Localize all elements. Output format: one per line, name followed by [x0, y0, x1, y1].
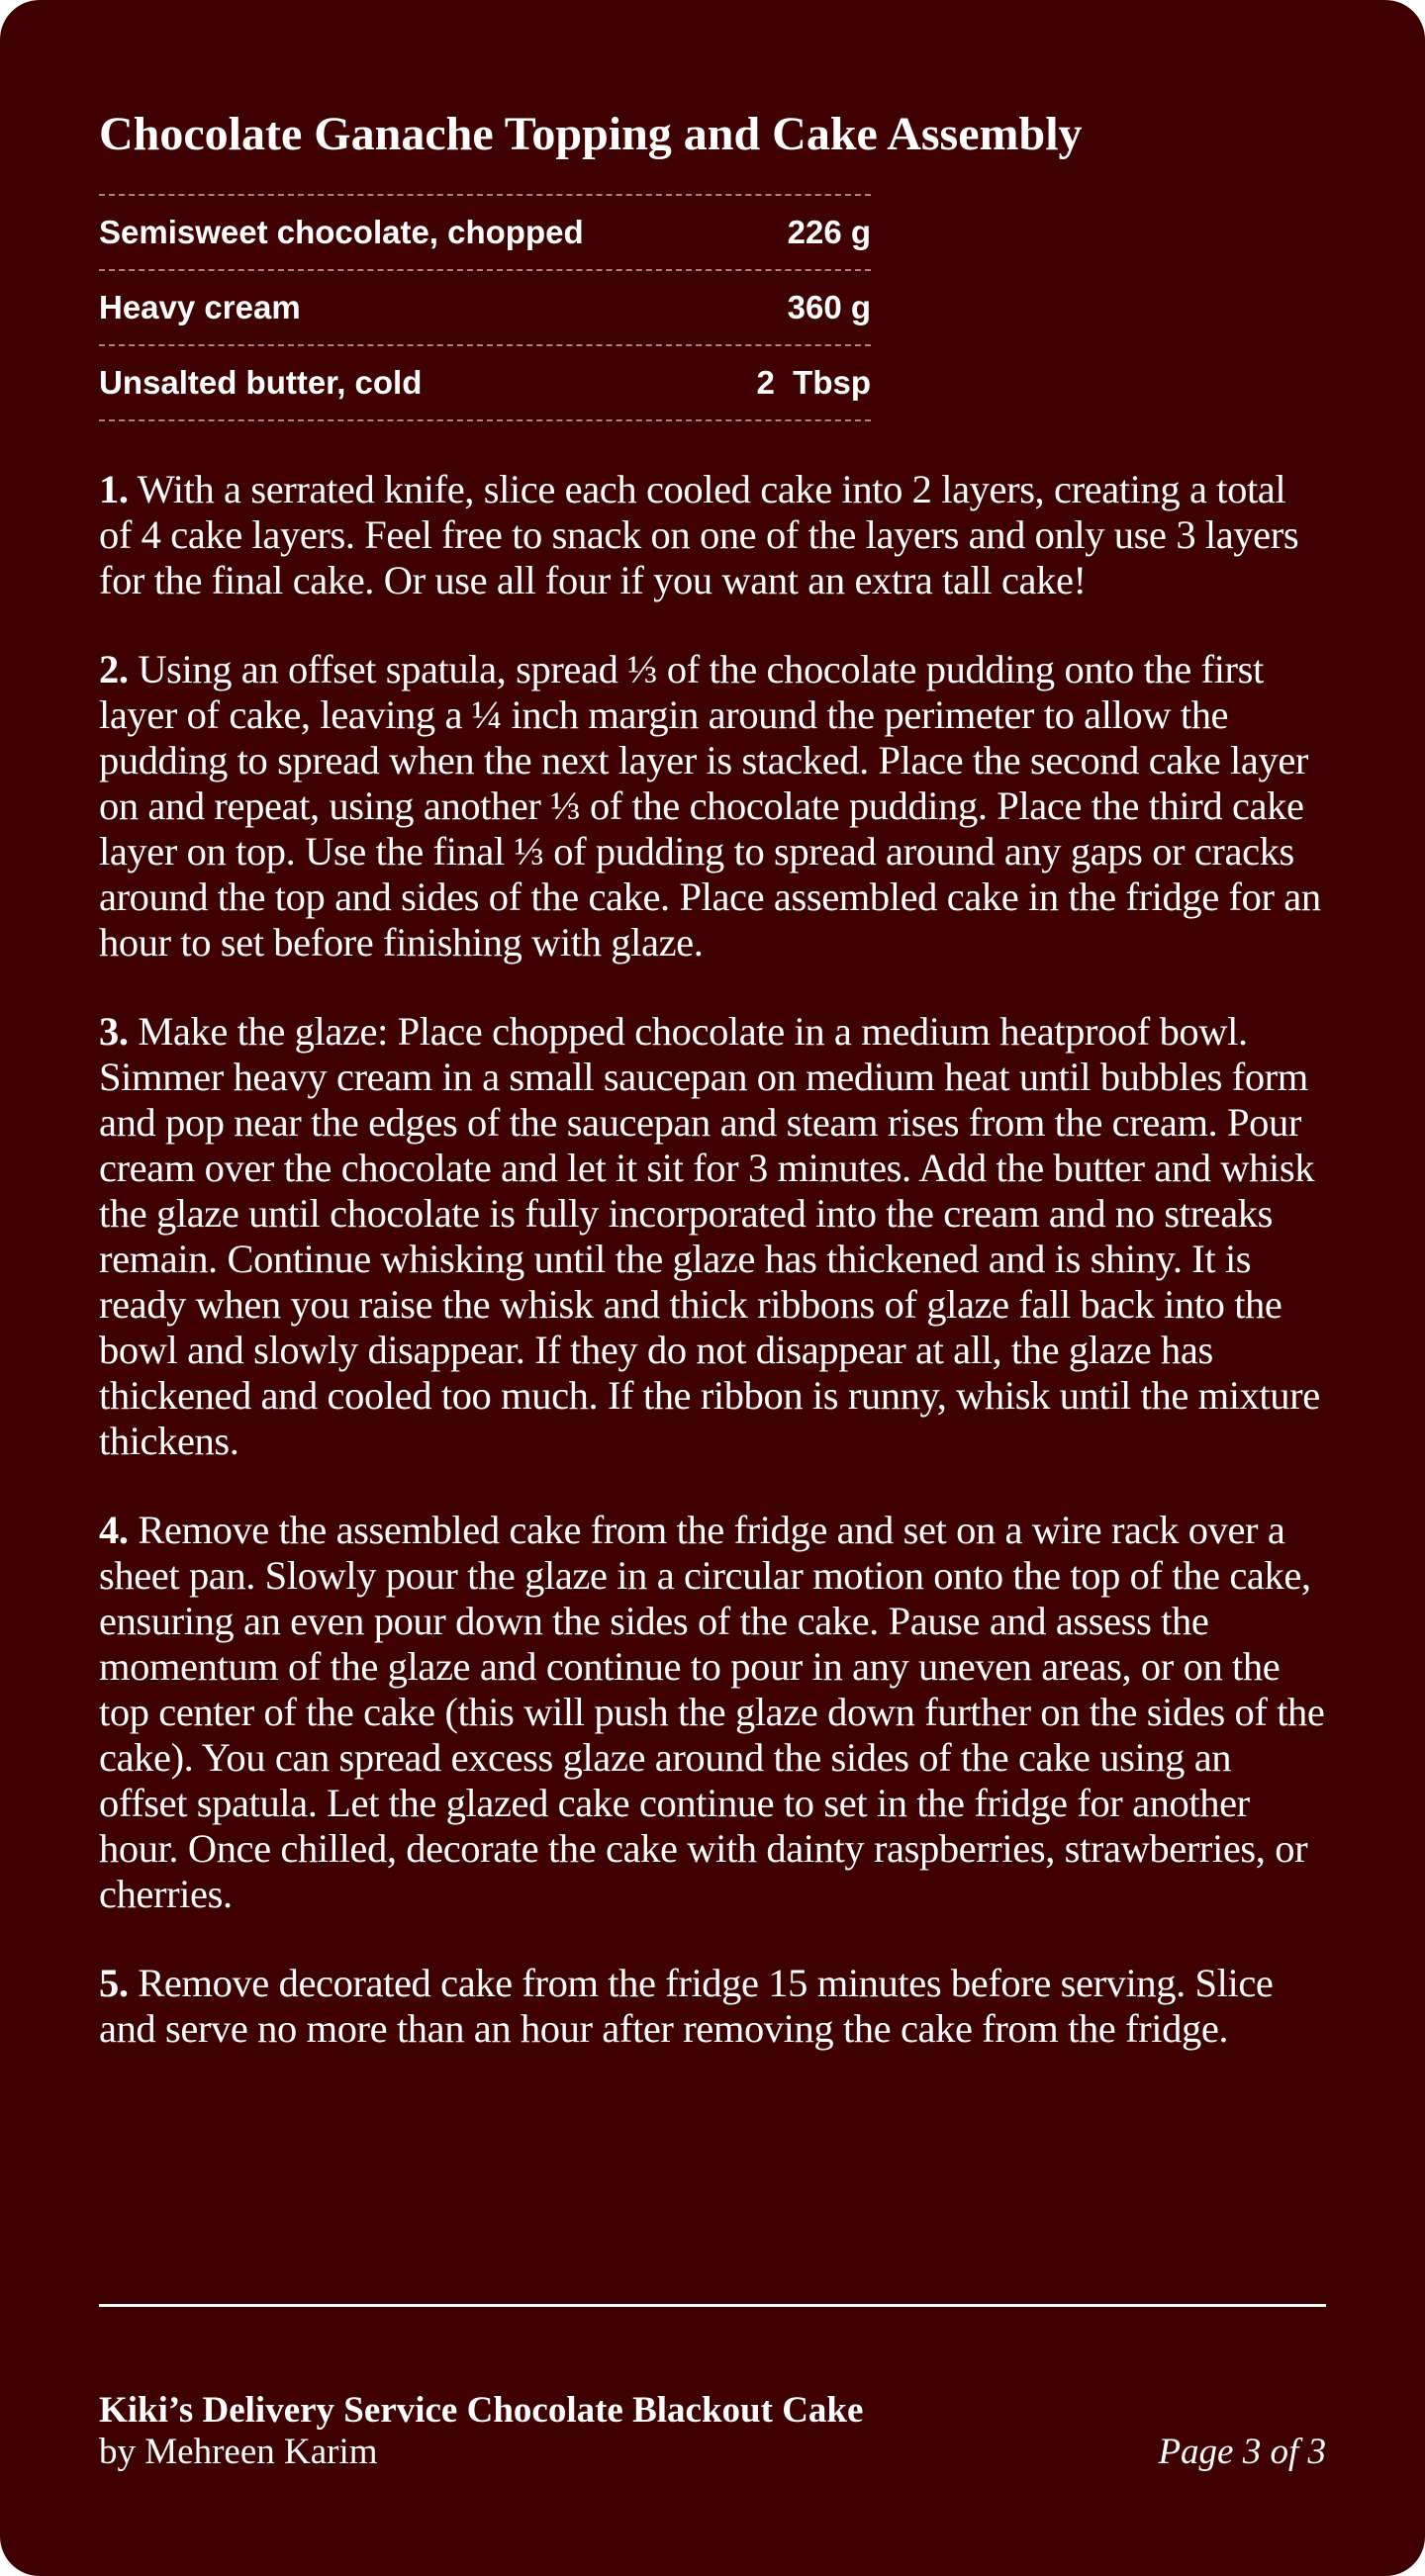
ingredient-amount: 360 g: [787, 289, 871, 325]
step-number: 5.: [99, 1961, 129, 2005]
instruction-step: [99, 1961, 1326, 2052]
instruction-step: [99, 1508, 1326, 1917]
ingredient-name: Heavy cream: [99, 289, 301, 325]
ingredient-name: Unsalted butter, cold: [99, 364, 423, 401]
step-number: 4.: [99, 1508, 129, 1552]
step-number: 2.: [99, 647, 129, 691]
instruction-step: [99, 1009, 1326, 1464]
ingredient-amount: 2 Tbsp: [756, 364, 871, 401]
step-text: With a serrated knife, slice each cooled cake into 2 layers, creating a total of 4 cake layers. Feel free to snack on one of the layers and only use 3 layers for the final cake. Or use all four if you want an extra tall cake!: [99, 467, 1299, 602]
ingredient-amount: 226 g: [787, 214, 871, 250]
ingredient-row: [99, 271, 871, 346]
ingredients-table: [99, 194, 871, 421]
instruction-step: [99, 467, 1326, 603]
instruction-steps: [99, 467, 1326, 2052]
book-title: Kiki’s Delivery Service Chocolate Blackout Cake: [99, 2390, 864, 2431]
author-byline: by Mehreen Karim: [99, 2432, 378, 2472]
step-text: Using an offset spatula, spread ⅓ of the chocolate pudding onto the first layer of cake, leaving a ¼ inch margin around the perimeter to allow the pudding to spread when the next layer is stacked. Place the second cake layer on and repeat, using another ⅓ of the chocolate pudding. Place the third cake layer on top. Use the final ⅓ of pudding to spread around any gaps or cracks around the top and sides of the cake. Place assembled cake in the fridge for an hour to set before finishing with glaze.: [99, 647, 1321, 965]
ingredient-row: [99, 196, 871, 271]
page-title: Chocolate Ganache Topping and Cake Assembly: [99, 108, 1083, 160]
page-number: Page 3 of 3: [1158, 2432, 1326, 2472]
step-text: Make the glaze: Place chopped chocolate in a medium heatproof bowl. Simmer heavy cream in a small saucepan on medium heat until bubbles form and pop near the edges of the saucepan and steam rises from the cream. Pour cream over the chocolate and let it sit for 3 minutes. Add the butter and whisk the glaze until chocolate is fully incorporated into the cream and no streaks remain. Continue whisking until the glaze has thickened and is shiny. It is ready when you raise the whisk and thick ribbons of glaze fall back into the bowl and slowly disappear. If they do not disappear at all, the glaze has thickened and cooled too much. If the ribbon is runny, whisk until the mixture thickens.: [99, 1009, 1320, 1463]
instruction-step: [99, 647, 1326, 966]
step-text: Remove decorated cake from the fridge 15 minutes before serving. Slice and serve no more than an hour after removing the cake from the fridge.: [99, 1961, 1274, 2051]
ingredient-row: [99, 346, 871, 421]
step-number: 3.: [99, 1009, 129, 1054]
step-number: 1.: [99, 467, 129, 511]
page-footer: [99, 2389, 1326, 2472]
ingredient-name: Semisweet chocolate, chopped: [99, 214, 584, 250]
footer-divider: [99, 2304, 1326, 2307]
step-text: Remove the assembled cake from the fridge and set on a wire rack over a sheet pan. Slowly pour the glaze in a circular motion onto the top of the cake, ensuring an even pour down the sides of the cake. Pause and assess the momentum of the glaze and continue to pour in any uneven areas, or on the top center of the cake (this will push the glaze down further on the sides of the cake). You can spread excess glaze around the sides of the cake using an offset spatula. Let the glazed cake continue to set in the fridge for another hour. Once chilled, decorate the cake with dainty raspberries, strawberries, or cherries.: [99, 1508, 1325, 1916]
